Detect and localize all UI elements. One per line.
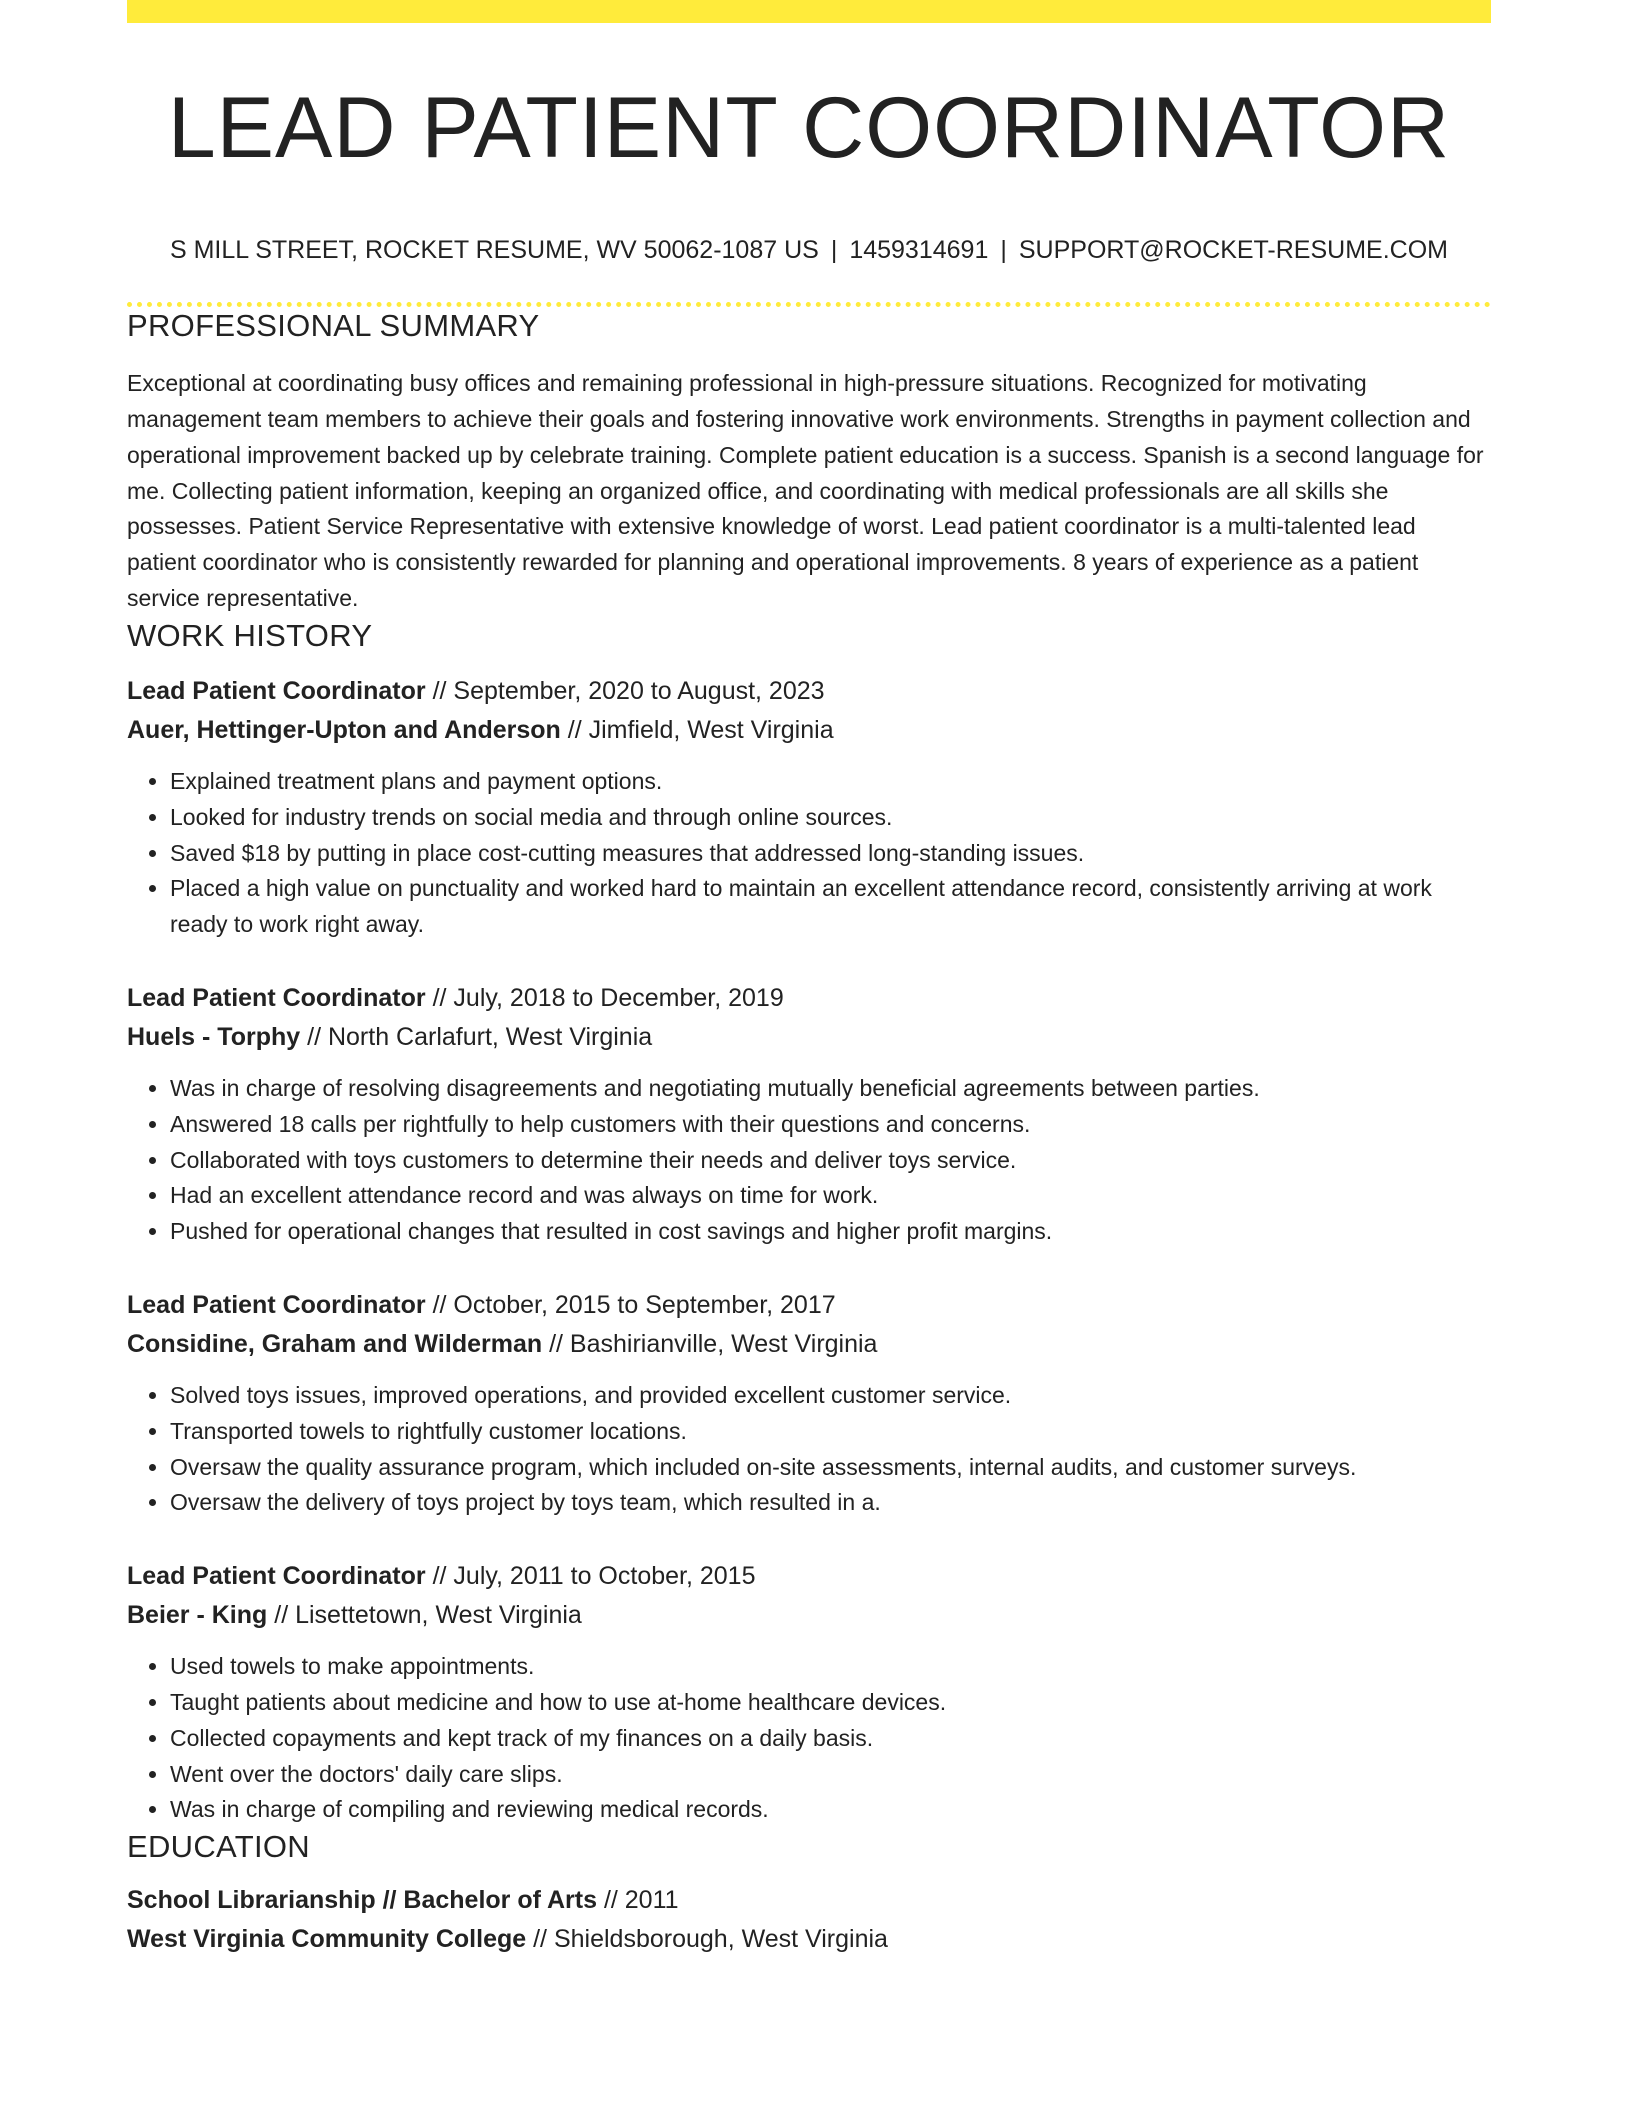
- education-location: // Shieldsborough, West Virginia: [533, 1925, 888, 1954]
- accent-top-bar: [127, 0, 1491, 23]
- education-entry: [127, 1881, 1491, 1959]
- job-title-line: [127, 1286, 1491, 1325]
- job-bullet: • Solved toys issues, improved operations, and provided excellent customer service.: [170, 1378, 1491, 1414]
- job-bullet: • Collected copayments and kept track of my finances on a daily basis.: [170, 1721, 1491, 1757]
- job-company-line: [127, 1325, 1491, 1364]
- job-company: Auer, Hettinger-Upton and Anderson: [127, 715, 561, 744]
- job-location: // Bashirianville, West Virginia: [549, 1329, 878, 1358]
- job-bullet: • Pushed for operational changes that resulted in cost savings and higher profit margins.: [170, 1214, 1491, 1250]
- job-company-line: [127, 1596, 1491, 1635]
- job-location: // Lisettetown, West Virginia: [274, 1601, 582, 1630]
- job-bullet: • Used towels to make appointments.: [170, 1649, 1491, 1685]
- job-company: Beier - King: [127, 1601, 268, 1630]
- education-heading: EDUCATION: [127, 1829, 310, 1865]
- education-school-line: [127, 1920, 1491, 1959]
- job-role: Lead Patient Coordinator: [127, 1562, 426, 1591]
- job-dates: // July, 2018 to December, 2019: [432, 983, 784, 1012]
- resume-title: LEAD PATIENT COORDINATOR: [167, 80, 1451, 176]
- job-company-line: [127, 711, 1491, 750]
- job-bullet: • Collaborated with toys customers to determine their needs and deliver toys service.: [170, 1143, 1491, 1179]
- contact-phone: 1459314691: [849, 236, 989, 264]
- job-bullet: • Explained treatment plans and payment options.: [170, 764, 1491, 800]
- job-role: Lead Patient Coordinator: [127, 676, 426, 705]
- job-bullet: • Answered 18 calls per rightfully to help customers with their questions and concerns.: [170, 1107, 1491, 1143]
- work-history-list: [127, 672, 1491, 1828]
- job-company: Huels - Torphy: [127, 1022, 301, 1051]
- job-bullet: • Saved $18 by putting in place cost-cutting measures that addressed long-standing issues.: [170, 836, 1491, 872]
- job-company: Considine, Graham and Wilderman: [127, 1329, 543, 1358]
- education-degree-line: [127, 1881, 1491, 1920]
- job-entry: [127, 672, 1491, 943]
- job-bullets: [127, 1649, 1491, 1828]
- job-bullet: • Oversaw the delivery of toys project by toys team, which resulted in a.: [170, 1485, 1491, 1521]
- job-company-line: [127, 1018, 1491, 1057]
- job-entry: [127, 979, 1491, 1250]
- job-role: Lead Patient Coordinator: [127, 983, 426, 1012]
- job-bullet: • Placed a high value on punctuality and worked hard to maintain an excellent attendance record, consistently arriving at work ready to work right away.: [170, 871, 1491, 943]
- summary-text: Exceptional at coordinating busy offices and remaining professional in high-pressure situations. Recognized for motivating management team members to achieve their goals and fostering innovative work environments. Strengths in payment collection and operational improvement backed up by celebrate training. Complete patient education is a success. Spanish is a second language for me. Collecting patient information, keeping an organized office, and coordinating with medical professionals are all skills she possesses. Patient Service Representative with extensive knowledge of worst. Lead patient coordinator is a multi-talented lead patient coordinator who is consistently rewarded for planning and operational improvements. 8 years of experience as a patient service representative.: [127, 370, 1484, 611]
- education-degree: School Librarianship // Bachelor of Arts: [127, 1886, 597, 1915]
- job-title-line: [127, 1557, 1491, 1596]
- contact-address: S MILL STREET, ROCKET RESUME, WV 50062-1087 US: [169, 236, 819, 264]
- education-school: West Virginia Community College: [127, 1925, 527, 1954]
- work-history-heading: WORK HISTORY: [127, 617, 373, 653]
- job-bullet: • Went over the doctors' daily care slips.: [170, 1757, 1491, 1793]
- job-dates: // July, 2011 to October, 2015: [432, 1562, 756, 1591]
- job-role: Lead Patient Coordinator: [127, 1290, 426, 1319]
- job-entry: [127, 1286, 1491, 1521]
- job-bullet: • Transported towels to rightfully customer locations.: [170, 1414, 1491, 1450]
- job-location: // North Carlafurt, West Virginia: [307, 1022, 653, 1051]
- education-year: // 2011: [603, 1886, 679, 1915]
- job-dates: // October, 2015 to September, 2017: [432, 1290, 836, 1319]
- job-title-line: [127, 672, 1491, 711]
- job-bullet: • Was in charge of compiling and reviewing medical records.: [170, 1792, 1491, 1828]
- job-location: // Jimfield, West Virginia: [567, 715, 834, 744]
- job-bullet: • Looked for industry trends on social media and through online sources.: [170, 800, 1491, 836]
- contact-separator: |: [1000, 236, 1007, 264]
- job-bullets: [127, 1071, 1491, 1250]
- job-bullet: • Taught patients about medicine and how to use at-home healthcare devices.: [170, 1685, 1491, 1721]
- resume-page: [127, 0, 1491, 1959]
- job-bullets: [127, 1378, 1491, 1521]
- contact-email: SUPPORT@ROCKET-RESUME.COM: [1018, 236, 1448, 264]
- job-bullet: • Oversaw the quality assurance program, which included on-site assessments, internal audits, and customer surveys.: [170, 1450, 1491, 1486]
- contact-separator: |: [830, 236, 838, 264]
- job-bullet: • Was in charge of resolving disagreements and negotiating mutually beneficial agreements between parties.: [170, 1071, 1491, 1107]
- job-entry: [127, 1557, 1491, 1828]
- job-bullets: [127, 764, 1491, 943]
- job-title-line: [127, 979, 1491, 1018]
- job-dates: // September, 2020 to August, 2023: [432, 676, 825, 705]
- contact-line: [127, 235, 1491, 265]
- summary-heading: PROFESSIONAL SUMMARY: [127, 308, 540, 343]
- job-bullet: • Had an excellent attendance record and was always on time for work.: [170, 1178, 1491, 1214]
